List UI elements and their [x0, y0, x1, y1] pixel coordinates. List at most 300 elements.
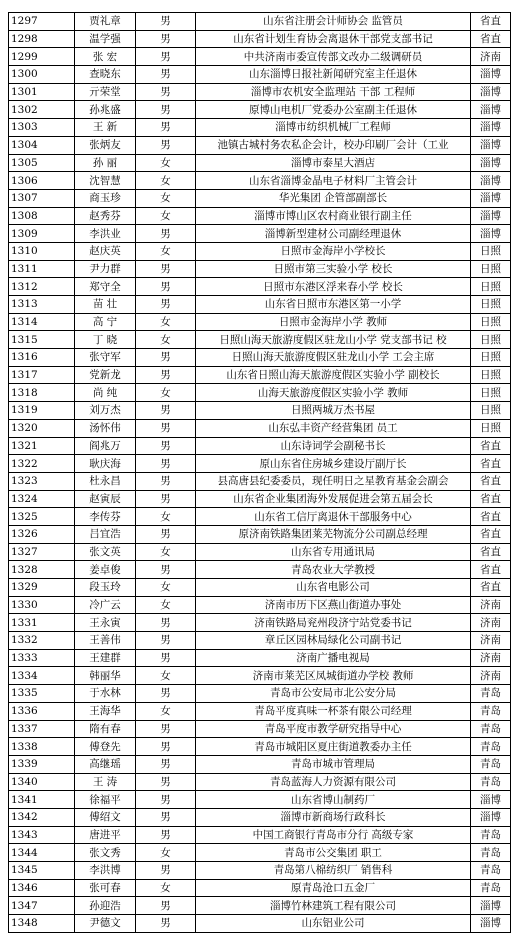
cell-unit: 山东省淄博金晶电子材料厂主管会计 [196, 172, 471, 190]
cell-unit: 青岛第八棉纺织厂 销售科 [196, 862, 471, 880]
cell-gender: 男 [136, 101, 196, 119]
cell-region: 日照 [471, 278, 511, 296]
cell-gender: 男 [136, 525, 196, 543]
member-list-body [9, 13, 511, 933]
cell-name: 张守军 [75, 349, 136, 367]
cell-gender: 女 [136, 242, 196, 260]
table-row [9, 808, 511, 826]
cell-gender: 男 [136, 66, 196, 84]
cell-name: 杜永昌 [75, 472, 136, 490]
table-row [9, 172, 511, 190]
cell-name: 丁 晓 [75, 331, 136, 349]
cell-region: 日照 [471, 313, 511, 331]
cell-unit: 山东省日照山海天旅游度假区实验小学 副校长 [196, 366, 471, 384]
cell-gender: 男 [136, 419, 196, 437]
cell-name: 段玉玲 [75, 579, 136, 597]
cell-number: 1302 [9, 101, 75, 119]
cell-region: 青岛 [471, 685, 511, 703]
cell-name: 王 新 [75, 119, 136, 137]
cell-number: 1336 [9, 702, 75, 720]
cell-name: 张文秀 [75, 844, 136, 862]
table-row [9, 136, 511, 154]
cell-region: 青岛 [471, 826, 511, 844]
cell-unit: 山东省计划生育协会离退休干部党支部书记 [196, 30, 471, 48]
cell-number: 1303 [9, 119, 75, 137]
table-row [9, 614, 511, 632]
cell-unit: 淄博市农机安全监理站 干部 工程师 [196, 83, 471, 101]
cell-gender: 女 [136, 702, 196, 720]
cell-region: 省直 [471, 579, 511, 597]
cell-name: 徐福平 [75, 791, 136, 809]
cell-number: 1306 [9, 172, 75, 190]
cell-name: 傅绍文 [75, 808, 136, 826]
cell-unit: 青岛蓝海人力资源有限公司 [196, 773, 471, 791]
cell-name: 尹力群 [75, 260, 136, 278]
table-row [9, 278, 511, 296]
table-row [9, 543, 511, 561]
cell-name: 赵秀芬 [75, 207, 136, 225]
table-row [9, 720, 511, 738]
cell-unit: 山东淄博日报社新闻研究室主任退休 [196, 66, 471, 84]
cell-name: 张可春 [75, 879, 136, 897]
cell-number: 1305 [9, 154, 75, 172]
cell-unit: 淄博市博山区农村商业银行副主任 [196, 207, 471, 225]
cell-gender: 男 [136, 48, 196, 66]
cell-region: 淄博 [471, 172, 511, 190]
table-row [9, 667, 511, 685]
cell-region: 省直 [471, 437, 511, 455]
member-list-table [8, 12, 511, 933]
cell-number: 1331 [9, 614, 75, 632]
cell-gender: 女 [136, 331, 196, 349]
cell-number: 1320 [9, 419, 75, 437]
table-row [9, 101, 511, 119]
cell-unit: 日照市金海岸小学 教师 [196, 313, 471, 331]
cell-gender: 女 [136, 172, 196, 190]
cell-name: 刘万杰 [75, 402, 136, 420]
cell-gender: 男 [136, 614, 196, 632]
table-row [9, 313, 511, 331]
cell-name: 李洪业 [75, 225, 136, 243]
cell-region: 省直 [471, 508, 511, 526]
cell-region: 日照 [471, 296, 511, 314]
cell-region: 济南 [471, 48, 511, 66]
cell-number: 1347 [9, 897, 75, 915]
cell-number: 1335 [9, 685, 75, 703]
cell-name: 贾礼章 [75, 13, 136, 31]
cell-number: 1301 [9, 83, 75, 101]
cell-region: 省直 [471, 561, 511, 579]
cell-region: 日照 [471, 260, 511, 278]
cell-region: 淄博 [471, 66, 511, 84]
table-row [9, 685, 511, 703]
cell-name: 汤怀伟 [75, 419, 136, 437]
cell-gender: 男 [136, 862, 196, 880]
table-row [9, 437, 511, 455]
cell-region: 日照 [471, 349, 511, 367]
cell-unit: 日照市东港区浮来春小学 校长 [196, 278, 471, 296]
cell-number: 1314 [9, 313, 75, 331]
table-row [9, 702, 511, 720]
cell-unit: 日照两城万杰书屋 [196, 402, 471, 420]
cell-gender: 女 [136, 384, 196, 402]
cell-name: 王海华 [75, 702, 136, 720]
cell-name: 尹德文 [75, 915, 136, 933]
cell-gender: 男 [136, 791, 196, 809]
table-row [9, 844, 511, 862]
cell-region: 日照 [471, 331, 511, 349]
table-row [9, 331, 511, 349]
cell-unit: 日照山海天旅游度假区驻龙山小学 党支部书记 校 [196, 331, 471, 349]
cell-gender: 男 [136, 561, 196, 579]
cell-number: 1348 [9, 915, 75, 933]
cell-unit: 池镇古城村务农私企会计，校办印刷厂会计（工业 [196, 136, 471, 154]
cell-region: 淄博 [471, 154, 511, 172]
cell-region: 济南 [471, 614, 511, 632]
cell-gender: 男 [136, 472, 196, 490]
cell-name: 张文英 [75, 543, 136, 561]
cell-region: 青岛 [471, 862, 511, 880]
cell-name: 于水林 [75, 685, 136, 703]
cell-region: 济南 [471, 649, 511, 667]
cell-number: 1340 [9, 773, 75, 791]
cell-number: 1338 [9, 738, 75, 756]
table-row [9, 296, 511, 314]
cell-number: 1337 [9, 720, 75, 738]
table-row [9, 632, 511, 650]
cell-unit: 济南市莱芜区凤城街道办学校 教师 [196, 667, 471, 685]
table-row [9, 66, 511, 84]
cell-name: 党新龙 [75, 366, 136, 384]
table-row [9, 561, 511, 579]
cell-gender: 男 [136, 366, 196, 384]
cell-gender: 男 [136, 119, 196, 137]
cell-gender: 男 [136, 278, 196, 296]
table-row [9, 649, 511, 667]
cell-unit: 济南市历下区燕山街道办事处 [196, 596, 471, 614]
cell-number: 1315 [9, 331, 75, 349]
cell-gender: 男 [136, 13, 196, 31]
cell-name: 孙迎浩 [75, 897, 136, 915]
cell-region: 省直 [471, 455, 511, 473]
cell-gender: 男 [136, 455, 196, 473]
cell-number: 1345 [9, 862, 75, 880]
cell-number: 1299 [9, 48, 75, 66]
table-row [9, 579, 511, 597]
cell-region: 淄博 [471, 189, 511, 207]
cell-unit: 日照市金海岸小学校长 [196, 242, 471, 260]
cell-number: 1329 [9, 579, 75, 597]
cell-name: 孙 丽 [75, 154, 136, 172]
cell-region: 日照 [471, 366, 511, 384]
cell-gender: 女 [136, 579, 196, 597]
cell-unit: 青岛市城市管理局 [196, 755, 471, 773]
cell-name: 高继瑶 [75, 755, 136, 773]
cell-number: 1316 [9, 349, 75, 367]
cell-gender: 女 [136, 844, 196, 862]
cell-gender: 男 [136, 402, 196, 420]
cell-name: 王永寅 [75, 614, 136, 632]
cell-unit: 山东省企业集团海外发展促进会第五届会长 [196, 490, 471, 508]
cell-unit: 青岛市公交集团 职工 [196, 844, 471, 862]
cell-name: 冷广云 [75, 596, 136, 614]
cell-gender: 男 [136, 897, 196, 915]
cell-name: 王善伟 [75, 632, 136, 650]
member-list-table-container [8, 12, 510, 933]
cell-number: 1324 [9, 490, 75, 508]
cell-region: 淄博 [471, 83, 511, 101]
cell-number: 1328 [9, 561, 75, 579]
cell-name: 姜卓俊 [75, 561, 136, 579]
cell-unit: 县高唐县纪委委员，现任明日之星教育基金会副会 [196, 472, 471, 490]
cell-gender: 女 [136, 154, 196, 172]
cell-region: 青岛 [471, 773, 511, 791]
cell-unit: 日照市第三实验小学 校长 [196, 260, 471, 278]
cell-gender: 男 [136, 632, 196, 650]
cell-name: 阎兆万 [75, 437, 136, 455]
table-row [9, 738, 511, 756]
cell-unit: 山东省日照市东港区第一小学 [196, 296, 471, 314]
cell-region: 淄博 [471, 808, 511, 826]
cell-region: 省直 [471, 490, 511, 508]
cell-name: 李传芬 [75, 508, 136, 526]
table-row [9, 366, 511, 384]
table-row [9, 260, 511, 278]
cell-gender: 女 [136, 189, 196, 207]
table-row [9, 596, 511, 614]
cell-name: 孙兆盛 [75, 101, 136, 119]
cell-unit: 青岛平度真味一杯茶有限公司经理 [196, 702, 471, 720]
table-row [9, 384, 511, 402]
cell-region: 淄博 [471, 207, 511, 225]
cell-gender: 女 [136, 207, 196, 225]
table-row [9, 897, 511, 915]
cell-gender: 男 [136, 349, 196, 367]
cell-number: 1307 [9, 189, 75, 207]
cell-region: 淄博 [471, 136, 511, 154]
table-row [9, 773, 511, 791]
cell-gender: 女 [136, 313, 196, 331]
cell-unit: 青岛平度市教学研究指导中心 [196, 720, 471, 738]
cell-gender: 女 [136, 596, 196, 614]
cell-name: 王建群 [75, 649, 136, 667]
cell-number: 1325 [9, 508, 75, 526]
cell-unit: 淄博竹林建筑工程有限公司 [196, 897, 471, 915]
cell-unit: 山东弘丰资产经营集团 员工 [196, 419, 471, 437]
cell-number: 1310 [9, 242, 75, 260]
table-row [9, 119, 511, 137]
cell-number: 1309 [9, 225, 75, 243]
cell-region: 济南 [471, 596, 511, 614]
cell-unit: 山东铝业公司 [196, 915, 471, 933]
table-row [9, 879, 511, 897]
table-row [9, 455, 511, 473]
cell-name: 苗 壮 [75, 296, 136, 314]
cell-number: 1341 [9, 791, 75, 809]
cell-unit: 山东省工信厅离退休干部服务中心 [196, 508, 471, 526]
cell-gender: 男 [136, 225, 196, 243]
cell-unit: 山东省博山制药厂 [196, 791, 471, 809]
cell-name: 李洪博 [75, 862, 136, 880]
table-row [9, 402, 511, 420]
cell-name: 耿庆海 [75, 455, 136, 473]
cell-name: 沈智慧 [75, 172, 136, 190]
cell-number: 1318 [9, 384, 75, 402]
cell-number: 1323 [9, 472, 75, 490]
cell-region: 青岛 [471, 879, 511, 897]
table-row [9, 13, 511, 31]
cell-number: 1304 [9, 136, 75, 154]
table-row [9, 48, 511, 66]
cell-region: 青岛 [471, 738, 511, 756]
table-row [9, 508, 511, 526]
table-row [9, 207, 511, 225]
cell-number: 1343 [9, 826, 75, 844]
cell-gender: 男 [136, 437, 196, 455]
cell-region: 淄博 [471, 791, 511, 809]
cell-unit: 原济南铁路集团莱芜物流分公司副总经理 [196, 525, 471, 543]
cell-unit: 淄博新型建材公司副经理退休 [196, 225, 471, 243]
cell-region: 省直 [471, 525, 511, 543]
cell-region: 省直 [471, 30, 511, 48]
cell-number: 1342 [9, 808, 75, 826]
cell-unit: 淄博市泰星大酒店 [196, 154, 471, 172]
cell-number: 1321 [9, 437, 75, 455]
cell-number: 1300 [9, 66, 75, 84]
table-row [9, 862, 511, 880]
cell-number: 1308 [9, 207, 75, 225]
cell-gender: 男 [136, 685, 196, 703]
cell-gender: 女 [136, 667, 196, 685]
cell-number: 1334 [9, 667, 75, 685]
cell-region: 省直 [471, 472, 511, 490]
table-row [9, 472, 511, 490]
table-row [9, 826, 511, 844]
cell-number: 1298 [9, 30, 75, 48]
cell-unit: 山东诗词学会副秘书长 [196, 437, 471, 455]
cell-gender: 女 [136, 508, 196, 526]
cell-gender: 女 [136, 879, 196, 897]
cell-number: 1319 [9, 402, 75, 420]
cell-number: 1317 [9, 366, 75, 384]
cell-gender: 男 [136, 773, 196, 791]
cell-gender: 男 [136, 83, 196, 101]
cell-gender: 男 [136, 738, 196, 756]
cell-unit: 章丘区园林局绿化公司副书记 [196, 632, 471, 650]
cell-gender: 男 [136, 755, 196, 773]
cell-name: 查晓东 [75, 66, 136, 84]
cell-number: 1297 [9, 13, 75, 31]
cell-name: 隋有春 [75, 720, 136, 738]
cell-unit: 青岛市公安局市北公安分局 [196, 685, 471, 703]
cell-name: 高 宁 [75, 313, 136, 331]
cell-region: 日照 [471, 384, 511, 402]
cell-gender: 男 [136, 260, 196, 278]
table-row [9, 791, 511, 809]
cell-name: 商玉珍 [75, 189, 136, 207]
table-row [9, 915, 511, 933]
table-row [9, 242, 511, 260]
cell-unit: 山东省电影公司 [196, 579, 471, 597]
cell-name: 韩丽华 [75, 667, 136, 685]
cell-region: 青岛 [471, 720, 511, 738]
cell-region: 省直 [471, 13, 511, 31]
cell-region: 济南 [471, 632, 511, 650]
cell-gender: 男 [136, 826, 196, 844]
cell-unit: 原山东省住房城乡建设厅副厅长 [196, 455, 471, 473]
cell-unit: 日照山海天旅游度假区驻龙山小学 工会主席 [196, 349, 471, 367]
table-row [9, 419, 511, 437]
cell-name: 赵庆英 [75, 242, 136, 260]
cell-number: 1311 [9, 260, 75, 278]
cell-unit: 山东省专用通讯局 [196, 543, 471, 561]
cell-region: 淄博 [471, 119, 511, 137]
cell-name: 赵寅辰 [75, 490, 136, 508]
cell-name: 傅登先 [75, 738, 136, 756]
cell-number: 1330 [9, 596, 75, 614]
cell-number: 1344 [9, 844, 75, 862]
cell-unit: 青岛市城阳区夏庄街道教委办主任 [196, 738, 471, 756]
cell-unit: 中国工商银行青岛市分行 高级专家 [196, 826, 471, 844]
cell-region: 淄博 [471, 915, 511, 933]
cell-number: 1333 [9, 649, 75, 667]
table-row [9, 154, 511, 172]
cell-name: 温学强 [75, 30, 136, 48]
cell-region: 日照 [471, 402, 511, 420]
cell-gender: 男 [136, 915, 196, 933]
cell-number: 1327 [9, 543, 75, 561]
cell-number: 1322 [9, 455, 75, 473]
cell-gender: 女 [136, 543, 196, 561]
cell-unit: 淄博市新商场行政科长 [196, 808, 471, 826]
cell-name: 亓荣堂 [75, 83, 136, 101]
cell-region: 淄博 [471, 225, 511, 243]
cell-gender: 男 [136, 720, 196, 738]
cell-region: 日照 [471, 242, 511, 260]
cell-gender: 男 [136, 808, 196, 826]
table-row [9, 755, 511, 773]
cell-unit: 原博山电机厂党委办公室副主任退休 [196, 101, 471, 119]
cell-gender: 男 [136, 136, 196, 154]
cell-number: 1312 [9, 278, 75, 296]
table-row [9, 349, 511, 367]
table-row [9, 490, 511, 508]
cell-region: 日照 [471, 419, 511, 437]
cell-unit: 济南铁路局兖州段济宁站党委书记 [196, 614, 471, 632]
cell-region: 济南 [471, 667, 511, 685]
table-row [9, 189, 511, 207]
cell-gender: 男 [136, 649, 196, 667]
cell-region: 青岛 [471, 844, 511, 862]
cell-number: 1313 [9, 296, 75, 314]
cell-region: 淄博 [471, 897, 511, 915]
cell-unit: 济南广播电视局 [196, 649, 471, 667]
cell-region: 省直 [471, 543, 511, 561]
table-row [9, 30, 511, 48]
cell-name: 王 涛 [75, 773, 136, 791]
cell-name: 张炳友 [75, 136, 136, 154]
table-row [9, 225, 511, 243]
cell-name: 郑守全 [75, 278, 136, 296]
cell-number: 1339 [9, 755, 75, 773]
cell-gender: 男 [136, 490, 196, 508]
cell-name: 唐进平 [75, 826, 136, 844]
cell-gender: 男 [136, 296, 196, 314]
table-row [9, 525, 511, 543]
cell-name: 尚 纯 [75, 384, 136, 402]
cell-unit: 淄博市纺织机械厂工程师 [196, 119, 471, 137]
cell-region: 淄博 [471, 101, 511, 119]
